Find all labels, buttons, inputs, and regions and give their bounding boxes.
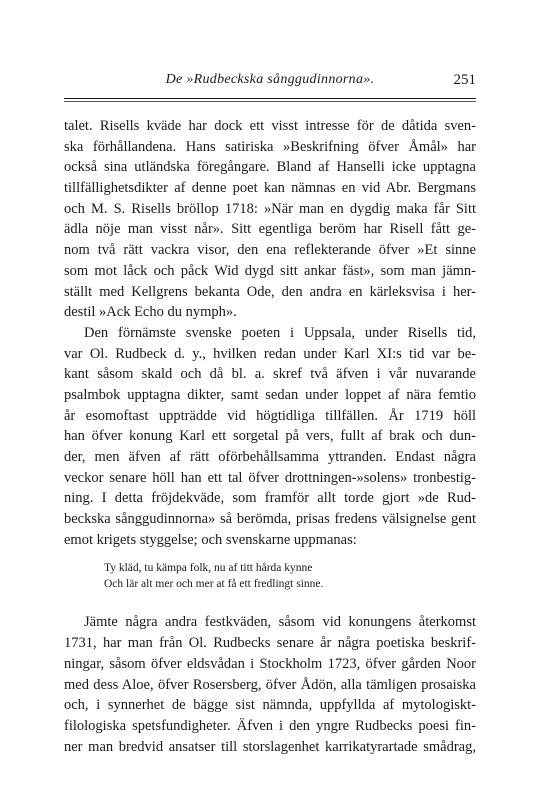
text-line: beckska sånggudinnorna» så berömda, prisas fredens välsignelse gent bbox=[64, 511, 476, 528]
text-line: och M. S. Risells bröllop 1718: »När man en dygdig maka får Sitt bbox=[64, 200, 476, 217]
text-line: ner man bredvid ansatser till storslagenhet karrikatyrartade smådrag, bbox=[64, 738, 476, 755]
text-line: ningar, såsom öfver eldsvådan i Stockholm 1723, öfver gården Noor bbox=[64, 655, 476, 672]
text-line: Jämte några andra festkväden, såsom vid konungens återkomst bbox=[84, 614, 476, 631]
text-line: 1731, har man från Ol. Rudbecks senare år några poetiska beskrif- bbox=[64, 635, 476, 652]
text-line: ning. I detta fröjdekväde, som framför allt torde gjort »de Rud- bbox=[64, 490, 476, 507]
header-rule bbox=[64, 98, 476, 99]
text-line: med dess Aloe, öfver Rosersberg, öfver Ådön, alla tämligen prosaiska bbox=[64, 676, 476, 693]
text-line: ädla nöje man visst når». Sitt egentliga beröm har Risell fått ge- bbox=[64, 221, 476, 238]
text-line: kant såsom skald och då bl. a. skref två äfven i vår nuvarande bbox=[64, 366, 476, 383]
text-line: ska förhållandena. Hans satiriska »Beskrifning öfver Åmål» har bbox=[64, 138, 476, 155]
text-line: ställt med Kellgrens bekanta Ode, den andra en kärleksvisa i her- bbox=[64, 283, 476, 300]
book-page bbox=[64, 72, 476, 757]
page-header bbox=[64, 72, 476, 94]
text-line: tillfällighetsdikter af denne poet kan nämnas en vid Abr. Bergmans bbox=[64, 180, 476, 197]
text-line: och, i synnerhet de bägge sist nämnda, uppfyllda af mytologiskt- bbox=[64, 697, 476, 714]
text-line: som mot låck och påck Wid dygd sitt ankar fäst», som man jämn- bbox=[64, 262, 476, 279]
verse-line: Ty kläd, tu kämpa folk, nu af titt hårda kynne bbox=[104, 562, 313, 575]
text-line: Den förnämste svenske poeten i Uppsala, under Risells tid, bbox=[84, 324, 476, 341]
paragraph-2 bbox=[64, 323, 476, 551]
text-line: var Ol. Rudbeck d. y., hvilken redan under Karl XI:s tid var be- bbox=[64, 345, 476, 362]
verse-line: Och lär alt mer och mer at få ett fredlingt sinne. bbox=[104, 578, 324, 591]
text-line: veckor senare höll han ett tal öfver drottningen-»solens» tronbestig- bbox=[64, 469, 476, 486]
running-head: De »Rudbeckska sånggudinnorna». bbox=[165, 72, 375, 87]
header-rule-secondary bbox=[64, 101, 476, 102]
text-line: der, men äfven af rätt oförbehållsamma yttranden. Endast några bbox=[64, 449, 476, 465]
text-line: nom två rätt vackra visor, den ena reflekterande öfver »Et sinne bbox=[64, 242, 476, 259]
verse-quote bbox=[104, 560, 476, 592]
paragraph-3 bbox=[64, 612, 476, 757]
text-line: år esomoftast uppträdde vid högtidliga tillfällen. År 1719 höll bbox=[64, 407, 476, 424]
text-line: destil »Ack Echo du nymph». bbox=[64, 304, 237, 321]
body-text bbox=[64, 116, 476, 757]
text-line: filologiska spetsfundigheter. Äfven i den yngre Rudbecks poesi fin- bbox=[64, 717, 476, 734]
page-number: 251 bbox=[453, 72, 476, 88]
text-line: emot krigets styggelse; och svenskarne uppmanas: bbox=[64, 531, 357, 548]
text-line: talet. Risells kväde har dock ett visst intresse för de dåtida sven- bbox=[64, 118, 476, 134]
text-line: han öfver konung Karl ett sorgetal på vers, fullt af brak och dun- bbox=[64, 428, 476, 445]
paragraph-1 bbox=[64, 116, 476, 323]
text-line: också sina utländska föregångare. Bland af Hanselli icke upptagna bbox=[64, 159, 476, 176]
text-line: psalmbok upptagna dikter, samt sedan under loppet af nära femtio bbox=[64, 386, 476, 403]
